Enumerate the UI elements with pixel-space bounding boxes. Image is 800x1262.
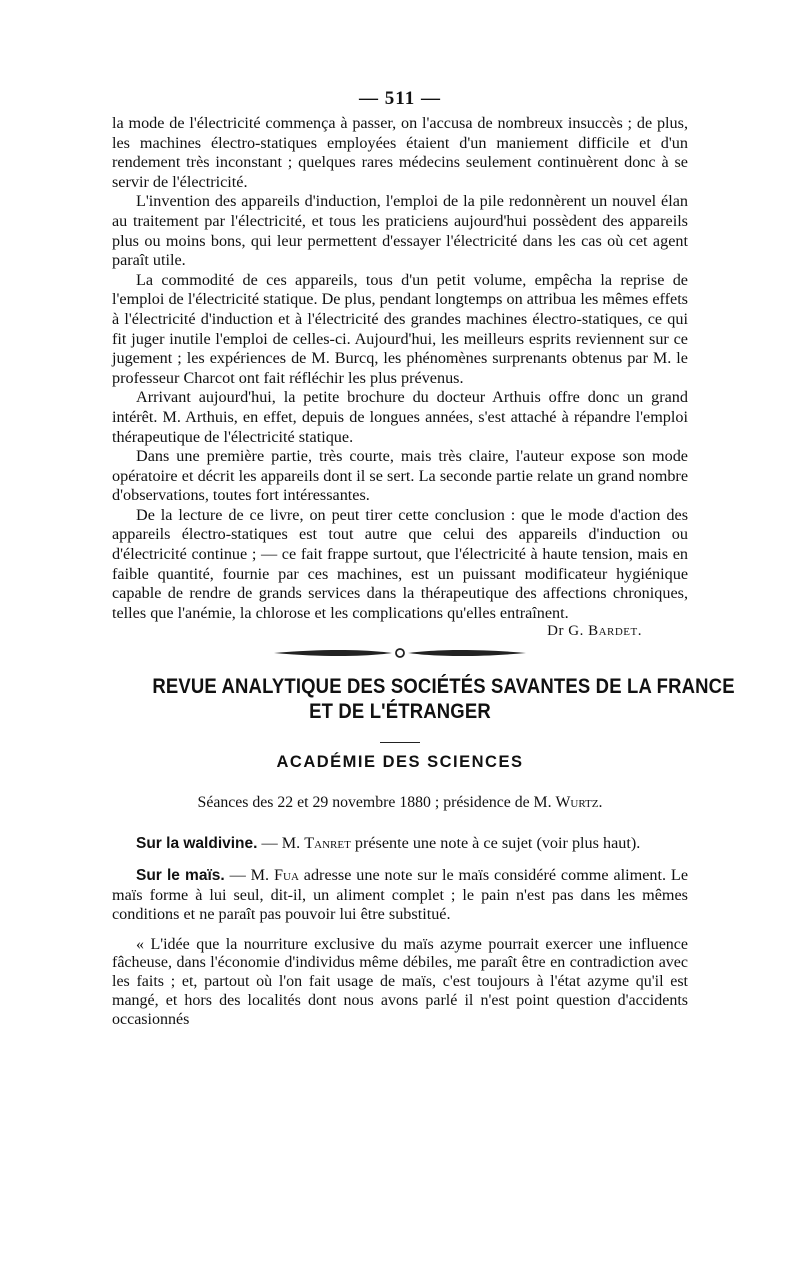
paragraph-6: De la lecture de ce livre, on peut tirer cette conclusion : que le mode d'action des appareils électro-statiques est tout autre que celui des appareils d'induction ou d'électricité continue ; — ce fait frappe surtout, que l'électricité à haute tension, mais en faible quantité, fournie par ces machines, est un puissant modificateur hygiénique capable de rendre de grands services dans la thérapeutique des affections chroniques, telles que l'anémie, la chlorose et les complications qu'elles entraînent. [112, 505, 688, 622]
paragraph-4: Arrivant aujourd'hui, la petite brochure du docteur Arthuis offre donc un grand intérêt. M. Arthuis, en effet, depuis de longues années, s'est attaché à répandre l'emploi thérapeutique de l'électricité statique. [112, 388, 688, 446]
paragraph-1: la mode de l'électricité commença à passer, on l'accusa de nombreux insuccès ; de plus, les machines électro-statiques employées étaient d'un maniement difficile et d'un rendement très inconstant ; quelques rares médecins seulement continuèrent donc à se servir de l'électricité. [112, 114, 688, 191]
page [112, 88, 735, 1030]
signature-prefix: Dr G. [547, 623, 589, 640]
quoted-passage: « L'idée que la nourriture exclusive du maïs azyme pourrait exercer une influence fâcheuse, dans l'économie d'individus même débiles, me paraît être en contradiction avec les faits ; et, partout où l'on fait usage de maïs, c'est toujours à l'état azyme qu'il est mangé, et hors des localités dont nous avons parlé il n'est point question d'accidents occasionnés [112, 935, 688, 1028]
ornamental-divider [270, 646, 530, 660]
entry-dash: — M. [224, 866, 274, 885]
signature-name: Bardet. [588, 623, 642, 640]
entry-waldivine [112, 834, 688, 854]
short-rule [380, 742, 420, 743]
entry-text: présente une note à ce sujet (voir plus haut). [350, 834, 641, 853]
entry-text: adresse une note sur le maïs considéré comme aliment. Le maïs forme à lui seul, dit-il, un aliment complet ; le pain n'est pas dans les mêmes conditions et ne paraît pas pouvoir lui être substitué. [112, 866, 688, 923]
paragraph-2: L'invention des appareils d'induction, l'emploi de la pile redonnèrent un nouvel élan au traitement par l'électricité, et tous les praticiens aujourd'hui possèdent des appareils plus ou moins bons, qui leur permettent d'essayer l'électricité dans les cas où cet agent paraît utile. [112, 192, 688, 270]
review-body [112, 114, 688, 623]
entry-dash: — M. [257, 834, 305, 853]
subsection-title: ACADÉMIE DES SCIENCES [276, 753, 524, 772]
session-text: Séances des 22 et 29 novembre 1880 ; présidence de M. [197, 794, 556, 812]
paragraph-5: Dans une première partie, très courte, mais très claire, l'auteur expose son mode opératoire et décrit les appareils dont il se sert. La seconde partie relate un grand nombre d'observations, toutes fort intéressantes. [112, 447, 688, 505]
session-dates [112, 794, 688, 812]
entry-heading: Sur le maïs. [136, 867, 225, 885]
section-title: REVUE ANALYTIQUE DES SOCIÉTÉS SAVANTES DE LA FRANCE [152, 674, 735, 699]
section-title-line2: ET DE L'ÉTRANGER [309, 699, 491, 724]
entry-mais [112, 866, 688, 923]
entry-author: Fua [274, 866, 299, 885]
session-president: Wurtz. [555, 794, 603, 812]
paragraph-3: La commodité de ces appareils, tous d'un petit volume, empêcha la reprise de l'emploi de l'électricité statique. De plus, pendant longtemps on attribua les mêmes effets à l'électricité d'induction et à l'électricité des grandes machines électro-statiques, ce qui fit juger inutile l'emploi de celles-ci. Aujourd'hui, les meilleurs esprits reviennent sur ce jugement ; les expériences de M. Burcq, les phénomènes surprenants obtenus par M. le professeur Charcot ont fait réfléchir les plus prévenus. [112, 270, 688, 387]
signature [112, 623, 642, 640]
page-number: — 511 — [359, 88, 441, 109]
entry-author: Tanret [304, 834, 351, 853]
entry-heading: Sur la waldivine. [136, 835, 258, 853]
